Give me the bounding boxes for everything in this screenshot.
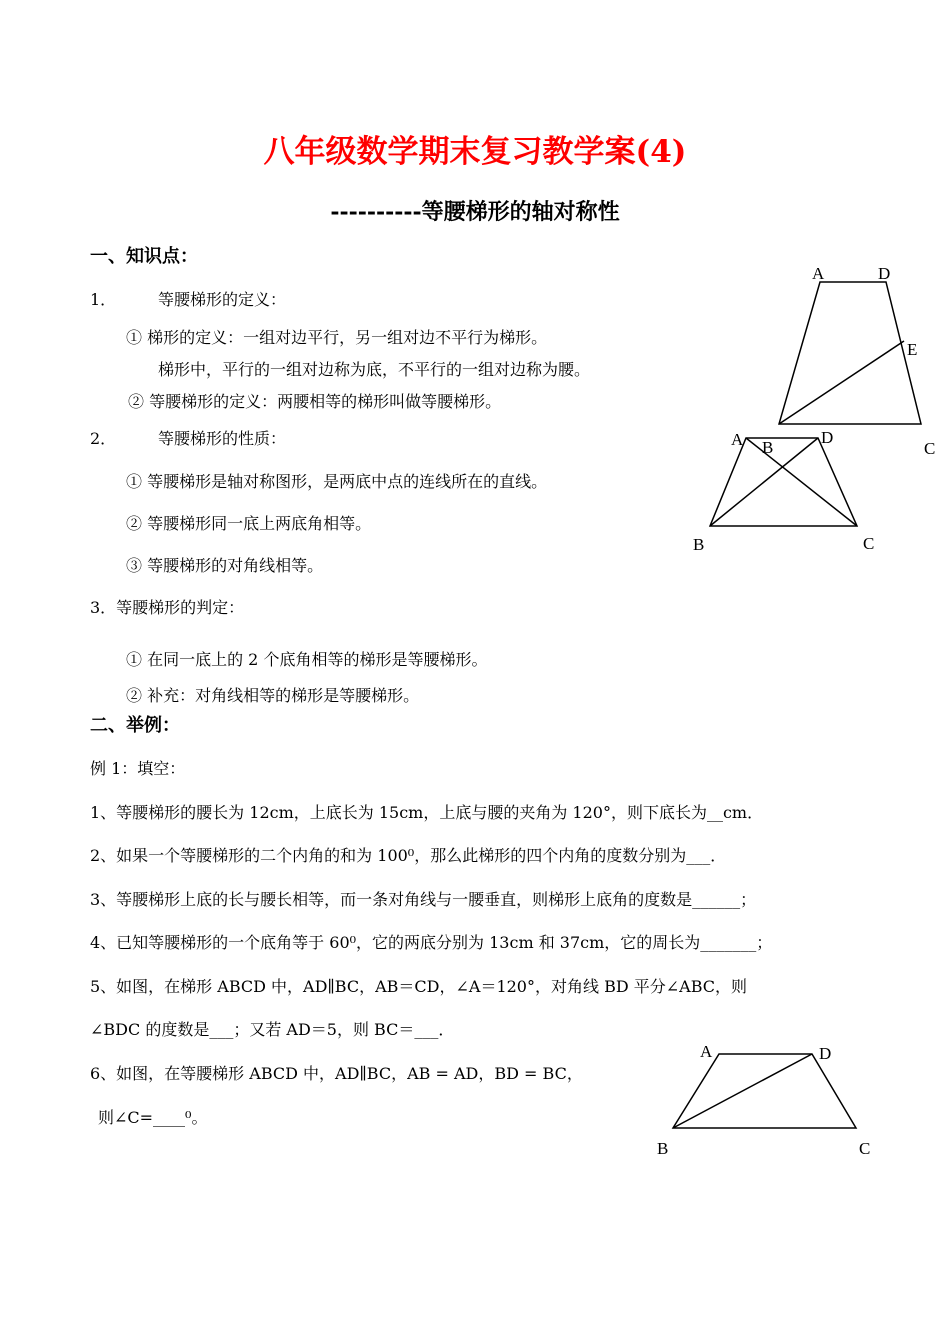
- vertex-label-b: B: [762, 438, 774, 457]
- definition-line: 梯形中，平行的一组对边称为底，不平行的一组对边称为腰。: [158, 360, 591, 379]
- trapezoid-outline: [673, 1054, 856, 1128]
- vertex-label-c: C: [859, 1139, 871, 1158]
- item-title: 3．等腰梯形的判定：: [90, 598, 245, 617]
- question-1: 1、等腰梯形的腰长为 12cm，上底长为 15cm，上底与腰的夹角为 120°，则下底长为__cm．: [90, 803, 764, 822]
- question-5-continued: ∠BDC 的度数是___；又若 AD＝5，则 BC＝___．: [90, 1020, 455, 1039]
- property-line: ③ 等腰梯形的对角线相等。: [126, 556, 324, 575]
- item-title: 等腰梯形的性质：: [158, 429, 287, 448]
- vertex-label-d: D: [819, 1044, 832, 1063]
- item-number: 2．: [90, 429, 117, 448]
- section-heading-knowledge: 一、知识点：: [90, 246, 198, 267]
- item-title: 等腰梯形的定义：: [158, 290, 287, 309]
- point-label-e: E: [907, 340, 918, 359]
- property-line: ② 等腰梯形同一底上两底角相等。: [126, 514, 372, 533]
- question-4: 4、已知等腰梯形的一个底角等于 60⁰，它的两底分别为 13cm 和 37cm，它的周长为_______；: [90, 933, 773, 952]
- page-title: 八年级数学期末复习教学案(4): [263, 134, 687, 170]
- criterion-line: ② 补充：对角线相等的梯形是等腰梯形。: [126, 686, 420, 705]
- question-6: 6、如图，在等腰梯形 ABCD 中，AD∥BC，AB = AD，BD = BC，: [90, 1064, 583, 1083]
- vertex-label-b: B: [657, 1139, 669, 1158]
- vertex-label-d: D: [821, 428, 834, 447]
- property-line: ① 等腰梯形是轴对称图形，是两底中点的连线所在的直线。: [126, 472, 548, 491]
- item-number: 1．: [90, 290, 117, 309]
- vertex-label-a: A: [700, 1042, 713, 1061]
- section-heading-examples: 二、举例：: [90, 715, 180, 736]
- vertex-label-a: A: [731, 430, 744, 449]
- vertex-label-c: C: [924, 439, 936, 458]
- criterion-line: ① 在同一底上的 2 个底角相等的梯形是等腰梯形。: [126, 650, 488, 669]
- vertex-label-a: A: [812, 264, 825, 283]
- question-3: 3、等腰梯形上底的长与腰长相等，而一条对角线与一腰垂直，则梯形上底角的度数是______；: [90, 890, 757, 909]
- diagonal-bd: [673, 1054, 812, 1128]
- vertex-label-d: D: [878, 264, 891, 283]
- question-6-continued: 则∠C=____⁰。: [98, 1108, 208, 1127]
- page-subtitle: ----------等腰梯形的轴对称性: [330, 199, 620, 225]
- definition-line: ② 等腰梯形的定义：两腰相等的梯形叫做等腰梯形。: [128, 392, 502, 411]
- question-5: 5、如图，在梯形 ABCD 中，AD∥BC，AB＝CD，∠A＝120°，对角线 BD 平分∠ABC，则: [90, 977, 748, 996]
- definition-line: ① 梯形的定义：一组对边平行，另一组对边不平行为梯形。: [126, 328, 548, 347]
- question-2: 2、如果一个等腰梯形的二个内角的和为 100⁰，那么此梯形的四个内角的度数分别为___．: [90, 846, 727, 865]
- vertex-label-c: C: [863, 534, 875, 553]
- vertex-label-b: B: [693, 535, 705, 554]
- example-label: 例 1：填空：: [90, 759, 186, 778]
